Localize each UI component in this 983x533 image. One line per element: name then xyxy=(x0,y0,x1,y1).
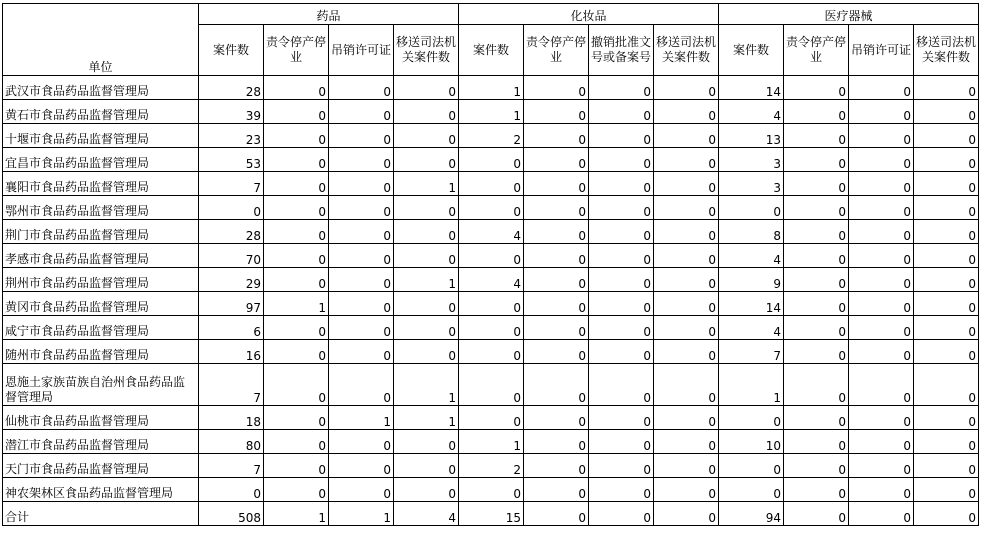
value-cell: 0 xyxy=(654,340,719,364)
value-cell: 0 xyxy=(264,406,329,430)
value-cell: 0 xyxy=(459,196,524,220)
value-cell: 0 xyxy=(264,244,329,268)
value-cell: 0 xyxy=(784,364,849,406)
unit-name-cell: 宜昌市食品药品监督管理局 xyxy=(3,148,199,172)
value-cell: 0 xyxy=(459,316,524,340)
value-cell: 0 xyxy=(394,220,459,244)
group-header-cosmetics: 化妆品 xyxy=(459,4,719,25)
value-cell: 0 xyxy=(329,454,394,478)
value-cell: 0 xyxy=(264,220,329,244)
value-cell: 0 xyxy=(329,76,394,100)
value-cell: 0 xyxy=(654,292,719,316)
column-header: 责令停产停业 xyxy=(784,25,849,76)
unit-name-cell: 仙桃市食品药品监督管理局 xyxy=(3,406,199,430)
value-cell: 0 xyxy=(394,454,459,478)
value-cell: 0 xyxy=(784,430,849,454)
value-cell: 0 xyxy=(654,100,719,124)
value-cell: 0 xyxy=(654,124,719,148)
value-cell: 16 xyxy=(199,340,264,364)
value-cell: 0 xyxy=(589,100,654,124)
value-cell: 0 xyxy=(914,430,979,454)
unit-name-cell: 潜江市食品药品监督管理局 xyxy=(3,430,199,454)
value-cell: 0 xyxy=(654,172,719,196)
unit-name-cell: 襄阳市食品药品监督管理局 xyxy=(3,172,199,196)
value-cell: 9 xyxy=(719,268,784,292)
value-cell: 4 xyxy=(719,244,784,268)
value-cell: 0 xyxy=(589,196,654,220)
value-cell: 97 xyxy=(199,292,264,316)
value-cell: 0 xyxy=(264,124,329,148)
value-cell: 6 xyxy=(199,316,264,340)
value-cell: 0 xyxy=(654,76,719,100)
value-cell: 14 xyxy=(719,76,784,100)
value-cell: 0 xyxy=(264,454,329,478)
value-cell: 1 xyxy=(264,502,329,526)
value-cell: 4 xyxy=(719,316,784,340)
value-cell: 2 xyxy=(459,124,524,148)
value-cell: 0 xyxy=(264,340,329,364)
value-cell: 0 xyxy=(329,172,394,196)
value-cell: 0 xyxy=(784,340,849,364)
table-row xyxy=(3,148,979,172)
value-cell: 0 xyxy=(459,148,524,172)
unit-name-cell: 十堰市食品药品监督管理局 xyxy=(3,124,199,148)
value-cell: 0 xyxy=(914,406,979,430)
value-cell: 0 xyxy=(914,364,979,406)
value-cell: 0 xyxy=(394,478,459,502)
value-cell: 0 xyxy=(589,478,654,502)
value-cell: 0 xyxy=(524,220,589,244)
value-cell: 0 xyxy=(654,406,719,430)
value-cell: 0 xyxy=(849,100,914,124)
value-cell: 0 xyxy=(849,196,914,220)
value-cell: 80 xyxy=(199,430,264,454)
value-cell: 0 xyxy=(394,76,459,100)
table-row xyxy=(3,76,979,100)
value-cell: 0 xyxy=(784,220,849,244)
value-cell: 0 xyxy=(784,478,849,502)
column-header: 移送司法机关案件数 xyxy=(914,25,979,76)
value-cell: 0 xyxy=(654,478,719,502)
value-cell: 0 xyxy=(524,478,589,502)
value-cell: 0 xyxy=(589,172,654,196)
value-cell: 28 xyxy=(199,220,264,244)
value-cell: 0 xyxy=(849,172,914,196)
value-cell: 0 xyxy=(524,172,589,196)
value-cell: 0 xyxy=(849,268,914,292)
value-cell: 0 xyxy=(264,430,329,454)
value-cell: 53 xyxy=(199,148,264,172)
value-cell: 0 xyxy=(589,454,654,478)
value-cell: 0 xyxy=(849,316,914,340)
value-cell: 0 xyxy=(914,340,979,364)
table-row xyxy=(3,268,979,292)
value-cell: 7 xyxy=(719,340,784,364)
table-row xyxy=(3,316,979,340)
value-cell: 3 xyxy=(719,172,784,196)
column-header: 责令停产停业 xyxy=(524,25,589,76)
value-cell: 0 xyxy=(849,454,914,478)
value-cell: 0 xyxy=(849,406,914,430)
value-cell: 0 xyxy=(914,454,979,478)
value-cell: 0 xyxy=(849,220,914,244)
value-cell: 0 xyxy=(914,172,979,196)
value-cell: 0 xyxy=(329,340,394,364)
value-cell: 0 xyxy=(589,292,654,316)
value-cell: 23 xyxy=(199,124,264,148)
column-header: 移送司法机关案件数 xyxy=(394,25,459,76)
value-cell: 4 xyxy=(394,502,459,526)
value-cell: 0 xyxy=(849,124,914,148)
value-cell: 0 xyxy=(394,292,459,316)
value-cell: 0 xyxy=(849,148,914,172)
value-cell: 0 xyxy=(524,124,589,148)
value-cell: 1 xyxy=(394,172,459,196)
table-row xyxy=(3,196,979,220)
value-cell: 0 xyxy=(394,124,459,148)
value-cell: 0 xyxy=(459,172,524,196)
unit-name-cell: 神农架林区食品药品监督管理局 xyxy=(3,478,199,502)
unit-name-cell: 随州市食品药品监督管理局 xyxy=(3,340,199,364)
value-cell: 0 xyxy=(394,148,459,172)
value-cell: 0 xyxy=(719,478,784,502)
value-cell: 0 xyxy=(654,244,719,268)
value-cell: 0 xyxy=(784,268,849,292)
value-cell: 0 xyxy=(914,316,979,340)
value-cell: 7 xyxy=(199,364,264,406)
value-cell: 0 xyxy=(264,172,329,196)
value-cell: 0 xyxy=(524,76,589,100)
value-cell: 0 xyxy=(784,406,849,430)
value-cell: 0 xyxy=(394,430,459,454)
value-cell: 3 xyxy=(719,148,784,172)
value-cell: 0 xyxy=(589,244,654,268)
value-cell: 0 xyxy=(524,364,589,406)
group-header-medical-devices: 医疗器械 xyxy=(719,4,979,25)
value-cell: 8 xyxy=(719,220,784,244)
table-row xyxy=(3,430,979,454)
value-cell: 0 xyxy=(784,244,849,268)
value-cell: 0 xyxy=(589,124,654,148)
value-cell: 1 xyxy=(264,292,329,316)
value-cell: 0 xyxy=(264,76,329,100)
value-cell: 0 xyxy=(524,100,589,124)
value-cell: 0 xyxy=(329,196,394,220)
value-cell: 0 xyxy=(329,430,394,454)
table-row xyxy=(3,340,979,364)
value-cell: 0 xyxy=(654,454,719,478)
value-cell: 0 xyxy=(329,220,394,244)
value-cell: 0 xyxy=(524,430,589,454)
value-cell: 29 xyxy=(199,268,264,292)
value-cell: 1 xyxy=(329,406,394,430)
value-cell: 0 xyxy=(784,100,849,124)
table-row xyxy=(3,502,979,526)
value-cell: 0 xyxy=(199,478,264,502)
value-cell: 0 xyxy=(264,478,329,502)
value-cell: 2 xyxy=(459,454,524,478)
table-row xyxy=(3,478,979,502)
value-cell: 0 xyxy=(329,478,394,502)
value-cell: 0 xyxy=(524,316,589,340)
value-cell: 0 xyxy=(654,502,719,526)
value-cell: 0 xyxy=(264,364,329,406)
value-cell: 0 xyxy=(589,430,654,454)
value-cell: 0 xyxy=(524,502,589,526)
value-cell: 0 xyxy=(394,100,459,124)
value-cell: 0 xyxy=(849,292,914,316)
value-cell: 15 xyxy=(459,502,524,526)
value-cell: 0 xyxy=(524,244,589,268)
value-cell: 0 xyxy=(264,268,329,292)
value-cell: 0 xyxy=(719,454,784,478)
value-cell: 0 xyxy=(394,316,459,340)
unit-column-header: 单位 xyxy=(3,4,199,76)
value-cell: 0 xyxy=(394,196,459,220)
value-cell: 0 xyxy=(459,406,524,430)
unit-name-cell: 咸宁市食品药品监督管理局 xyxy=(3,316,199,340)
value-cell: 0 xyxy=(784,148,849,172)
value-cell: 0 xyxy=(329,316,394,340)
unit-name-cell: 天门市食品药品监督管理局 xyxy=(3,454,199,478)
value-cell: 0 xyxy=(394,340,459,364)
column-header: 责令停产停业 xyxy=(264,25,329,76)
value-cell: 0 xyxy=(849,76,914,100)
value-cell: 0 xyxy=(654,196,719,220)
table-row xyxy=(3,454,979,478)
value-cell: 4 xyxy=(719,100,784,124)
unit-name-cell: 武汉市食品药品监督管理局 xyxy=(3,76,199,100)
value-cell: 0 xyxy=(329,268,394,292)
value-cell: 0 xyxy=(264,100,329,124)
unit-name-cell: 孝感市食品药品监督管理局 xyxy=(3,244,199,268)
value-cell: 0 xyxy=(849,340,914,364)
table-row xyxy=(3,124,979,148)
value-cell: 0 xyxy=(784,502,849,526)
value-cell: 0 xyxy=(784,124,849,148)
value-cell: 1 xyxy=(329,502,394,526)
value-cell: 0 xyxy=(199,196,264,220)
value-cell: 0 xyxy=(914,502,979,526)
value-cell: 0 xyxy=(914,100,979,124)
value-cell: 0 xyxy=(784,196,849,220)
unit-name-cell: 荆门市食品药品监督管理局 xyxy=(3,220,199,244)
value-cell: 0 xyxy=(264,196,329,220)
value-cell: 0 xyxy=(459,364,524,406)
value-cell: 0 xyxy=(914,124,979,148)
value-cell: 1 xyxy=(719,364,784,406)
column-header: 案件数 xyxy=(719,25,784,76)
column-header: 撤销批准文号或备案号 xyxy=(589,25,654,76)
value-cell: 0 xyxy=(849,478,914,502)
value-cell: 70 xyxy=(199,244,264,268)
table-row xyxy=(3,172,979,196)
column-header: 吊销许可证 xyxy=(329,25,394,76)
value-cell: 0 xyxy=(914,478,979,502)
value-cell: 0 xyxy=(394,244,459,268)
unit-name-cell: 黄冈市食品药品监督管理局 xyxy=(3,292,199,316)
value-cell: 0 xyxy=(914,292,979,316)
value-cell: 1 xyxy=(459,430,524,454)
value-cell: 0 xyxy=(459,340,524,364)
value-cell: 1 xyxy=(459,100,524,124)
value-cell: 14 xyxy=(719,292,784,316)
unit-name-cell: 合计 xyxy=(3,502,199,526)
value-cell: 0 xyxy=(589,502,654,526)
value-cell: 10 xyxy=(719,430,784,454)
table-row xyxy=(3,220,979,244)
value-cell: 7 xyxy=(199,454,264,478)
group-header-drugs: 药品 xyxy=(199,4,459,25)
value-cell: 0 xyxy=(914,244,979,268)
value-cell: 0 xyxy=(589,340,654,364)
value-cell: 0 xyxy=(784,292,849,316)
value-cell: 0 xyxy=(914,220,979,244)
value-cell: 28 xyxy=(199,76,264,100)
unit-name-cell: 恩施土家族苗族自治州食品药品监督管理局 xyxy=(3,364,199,406)
value-cell: 0 xyxy=(524,454,589,478)
value-cell: 0 xyxy=(914,196,979,220)
table-row xyxy=(3,292,979,316)
value-cell: 0 xyxy=(524,196,589,220)
value-cell: 0 xyxy=(589,406,654,430)
value-cell: 0 xyxy=(914,268,979,292)
value-cell: 0 xyxy=(654,268,719,292)
value-cell: 94 xyxy=(719,502,784,526)
value-cell: 4 xyxy=(459,268,524,292)
value-cell: 0 xyxy=(914,76,979,100)
value-cell: 0 xyxy=(589,364,654,406)
value-cell: 0 xyxy=(329,100,394,124)
value-cell: 0 xyxy=(719,196,784,220)
column-header: 吊销许可证 xyxy=(849,25,914,76)
table-row xyxy=(3,406,979,430)
unit-name-cell: 荆州市食品药品监督管理局 xyxy=(3,268,199,292)
value-cell: 0 xyxy=(524,406,589,430)
value-cell: 0 xyxy=(654,220,719,244)
value-cell: 0 xyxy=(654,364,719,406)
value-cell: 0 xyxy=(849,502,914,526)
value-cell: 4 xyxy=(459,220,524,244)
value-cell: 1 xyxy=(394,364,459,406)
value-cell: 13 xyxy=(719,124,784,148)
value-cell: 0 xyxy=(589,316,654,340)
value-cell: 0 xyxy=(264,148,329,172)
value-cell: 18 xyxy=(199,406,264,430)
value-cell: 0 xyxy=(784,172,849,196)
value-cell: 0 xyxy=(524,148,589,172)
value-cell: 0 xyxy=(524,340,589,364)
value-cell: 0 xyxy=(589,220,654,244)
value-cell: 0 xyxy=(914,148,979,172)
value-cell: 0 xyxy=(654,430,719,454)
value-cell: 1 xyxy=(394,268,459,292)
unit-name-cell: 黄石市食品药品监督管理局 xyxy=(3,100,199,124)
value-cell: 0 xyxy=(589,268,654,292)
value-cell: 0 xyxy=(329,124,394,148)
value-cell: 0 xyxy=(459,292,524,316)
value-cell: 0 xyxy=(849,430,914,454)
table-row xyxy=(3,364,979,406)
value-cell: 0 xyxy=(329,364,394,406)
value-cell: 0 xyxy=(849,244,914,268)
value-cell: 0 xyxy=(459,478,524,502)
column-header: 案件数 xyxy=(199,25,264,76)
value-cell: 0 xyxy=(524,268,589,292)
table-row xyxy=(3,244,979,268)
value-cell: 0 xyxy=(459,244,524,268)
value-cell: 0 xyxy=(264,316,329,340)
value-cell: 0 xyxy=(654,316,719,340)
table-row xyxy=(3,100,979,124)
value-cell: 0 xyxy=(784,454,849,478)
table-body xyxy=(3,76,979,526)
value-cell: 0 xyxy=(589,76,654,100)
column-header: 移送司法机关案件数 xyxy=(654,25,719,76)
value-cell: 0 xyxy=(329,244,394,268)
value-cell: 0 xyxy=(784,76,849,100)
value-cell: 39 xyxy=(199,100,264,124)
value-cell: 1 xyxy=(394,406,459,430)
value-cell: 0 xyxy=(589,148,654,172)
value-cell: 508 xyxy=(199,502,264,526)
value-cell: 1 xyxy=(459,76,524,100)
value-cell: 0 xyxy=(524,292,589,316)
value-cell: 0 xyxy=(654,148,719,172)
value-cell: 0 xyxy=(329,292,394,316)
unit-name-cell: 鄂州市食品药品监督管理局 xyxy=(3,196,199,220)
value-cell: 7 xyxy=(199,172,264,196)
value-cell: 0 xyxy=(719,406,784,430)
value-cell: 0 xyxy=(329,148,394,172)
value-cell: 0 xyxy=(849,364,914,406)
enforcement-statistics-table xyxy=(2,3,979,526)
value-cell: 0 xyxy=(784,316,849,340)
column-header: 案件数 xyxy=(459,25,524,76)
